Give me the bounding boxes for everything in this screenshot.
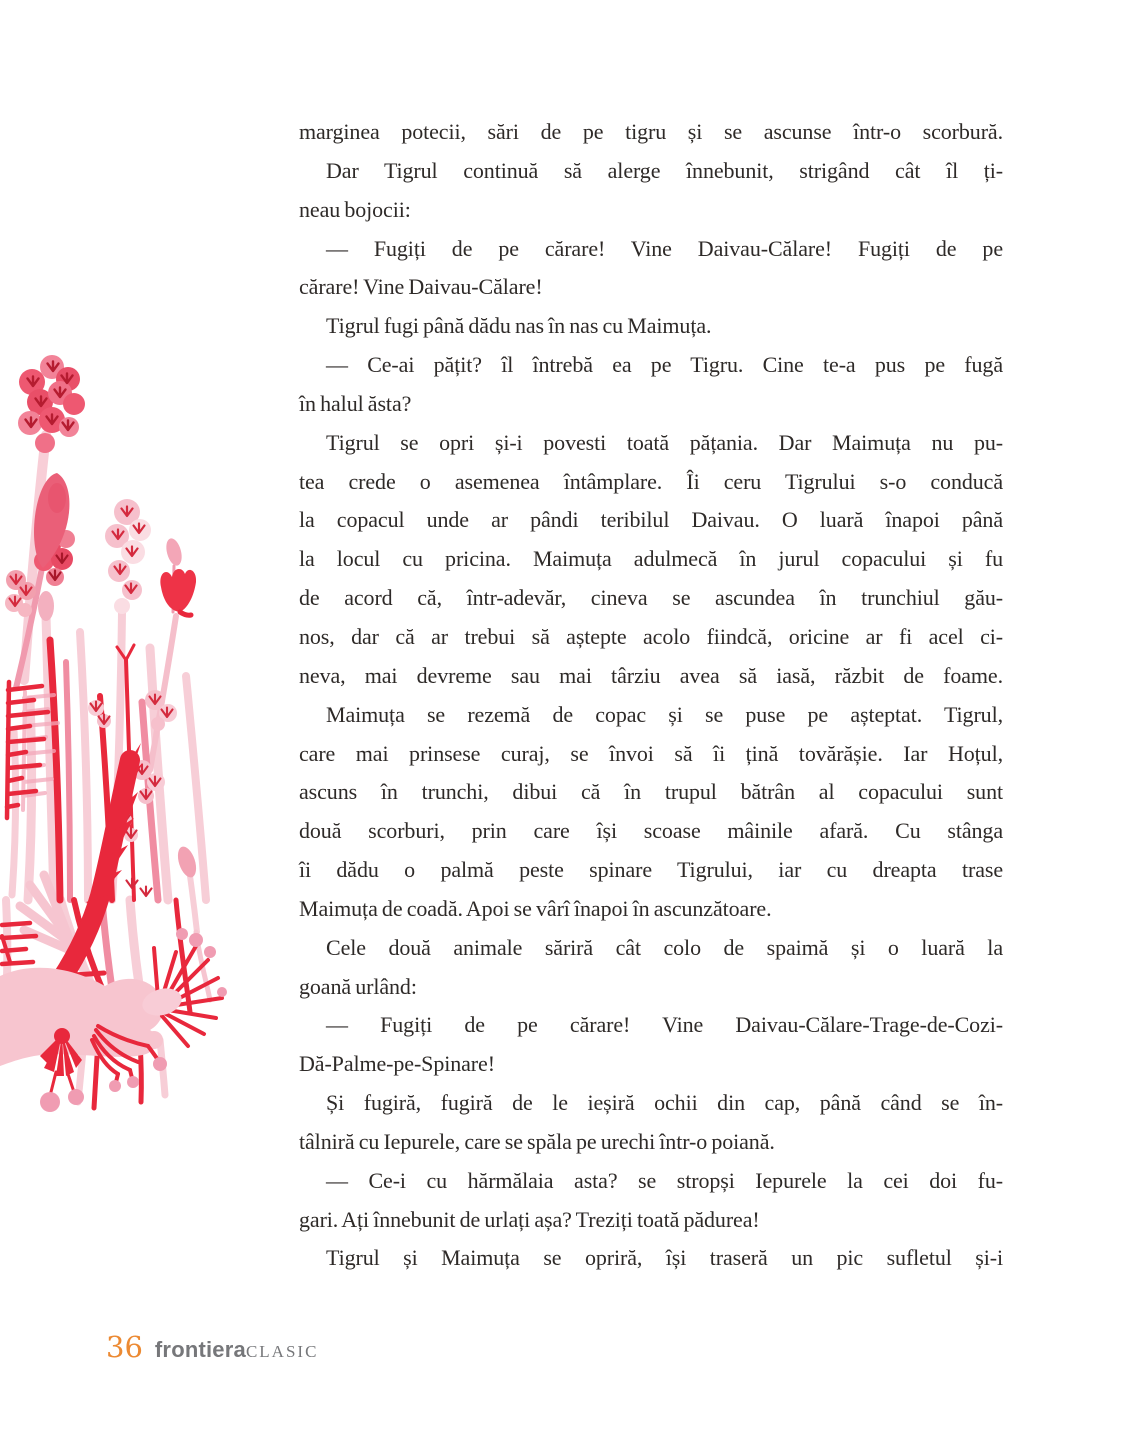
watercolor-flowers-illustration — [0, 340, 280, 1180]
text-line: Maimuța se rezemă de copac și se puse pe așteptat. Tigrul, — [326, 701, 1003, 727]
page-number: 36 — [106, 1330, 143, 1364]
text-line: neva, mai devreme sau mai târziu avea să iasă, răzbit de foame. — [299, 662, 1003, 688]
text-line: — Ce-ai pățit? îl întrebă ea pe Tigru. Cine te-a pus pe fugă — [326, 352, 1003, 378]
text-line: Maimuța de coadă. Apoi se vârî înapoi în ascunzătoare. — [299, 895, 772, 921]
text-line: goană urlând: — [299, 973, 417, 999]
text-line: neau bojocii: — [299, 196, 411, 222]
text-line: două scorburi, prin care își scoase mâinile afară. Cu stânga — [299, 818, 1003, 844]
blossom-stack — [105, 499, 151, 614]
text-line: îi dădu o palmă peste spinare Tigrului, iar cu dreapta trase — [299, 857, 1003, 883]
page-footer — [106, 1330, 318, 1364]
publisher-name: frontiera — [154, 1337, 246, 1362]
text-line: Dă-Palme-pe-Spinare! — [299, 1051, 495, 1077]
text-line: Cele două animale săriră cât colo de spaimă și o luară la — [326, 934, 1003, 960]
text-line: cărare! Vine Daivau-Călare! — [299, 274, 543, 300]
tulip-flower — [160, 537, 196, 616]
publisher-logo — [155, 1337, 319, 1363]
text-line: — Ce-i cu hărmălaia asta? se stropși Iepurele la cei doi fu- — [326, 1167, 1003, 1193]
text-line: — Fugiți de pe cărare! Vine Daivau-Călare-Trage-de-Cozi- — [326, 1012, 1003, 1038]
text-line: tâlniră cu Iepurele, care se spăla pe urechi într-o poiană. — [299, 1128, 775, 1154]
story-text — [299, 113, 1003, 1278]
text-line: marginea potecii, sări de pe tigru și se ascunse într-o scorbură. — [299, 119, 1003, 144]
text-line: — Fugiți de pe cărare! Vine Daivau-Călare! Fugiți de pe — [326, 235, 1003, 261]
text-line: Dar Tigrul continuă să alerge înnebunit, strigând cât îl ți- — [326, 157, 1003, 183]
text-line: la locul cu pricina. Maimuța adulmecă în jurul copacului și fu — [299, 546, 1003, 572]
pale-arm — [0, 968, 164, 1066]
text-line: Și fugiră, fugiră de le ieșiră ochii din cap, până când se în- — [326, 1090, 1003, 1116]
text-line: gari. Ați înnebunit de urlați așa? Treziți toată pădurea! — [299, 1206, 760, 1232]
text-line: Tigrul fugi până dădu nas în nas cu Maimuța. — [326, 313, 712, 339]
text-line: la copacul unde ar pândi teribilul Daivau. O luară înapoi până — [299, 507, 1003, 533]
text-line: ascuns în trunchi, dibui că în trupul bătrân al copacului sunt — [299, 779, 1003, 805]
text-line: Tigrul se opri și-i povesti toată pățania. Dar Maimuța nu pu- — [326, 429, 1003, 455]
text-line: în halul ăsta? — [299, 390, 412, 416]
text-line: Tigrul și Maimuța se opriră, își traseră un pic sufletul și-i — [326, 1245, 1003, 1271]
publisher-collection: CLASIC — [245, 1342, 319, 1361]
text-line: de acord că, într-adevăr, cineva se ascundea în trunchiul gău- — [299, 585, 1003, 611]
text-line: care mai prinsese curaj, se învoi să îi țină tovărășie. Iar Hoțul, — [299, 740, 1003, 766]
top-flower-cluster — [18, 355, 85, 453]
text-line: tea crede o asemenea întâmplare. Îi ceru Tigrului s-o conducă — [299, 468, 1003, 494]
text-line: nos, dar că ar trebui să aștepte acolo fiindcă, oricine ar fi acel ci- — [299, 623, 1003, 649]
